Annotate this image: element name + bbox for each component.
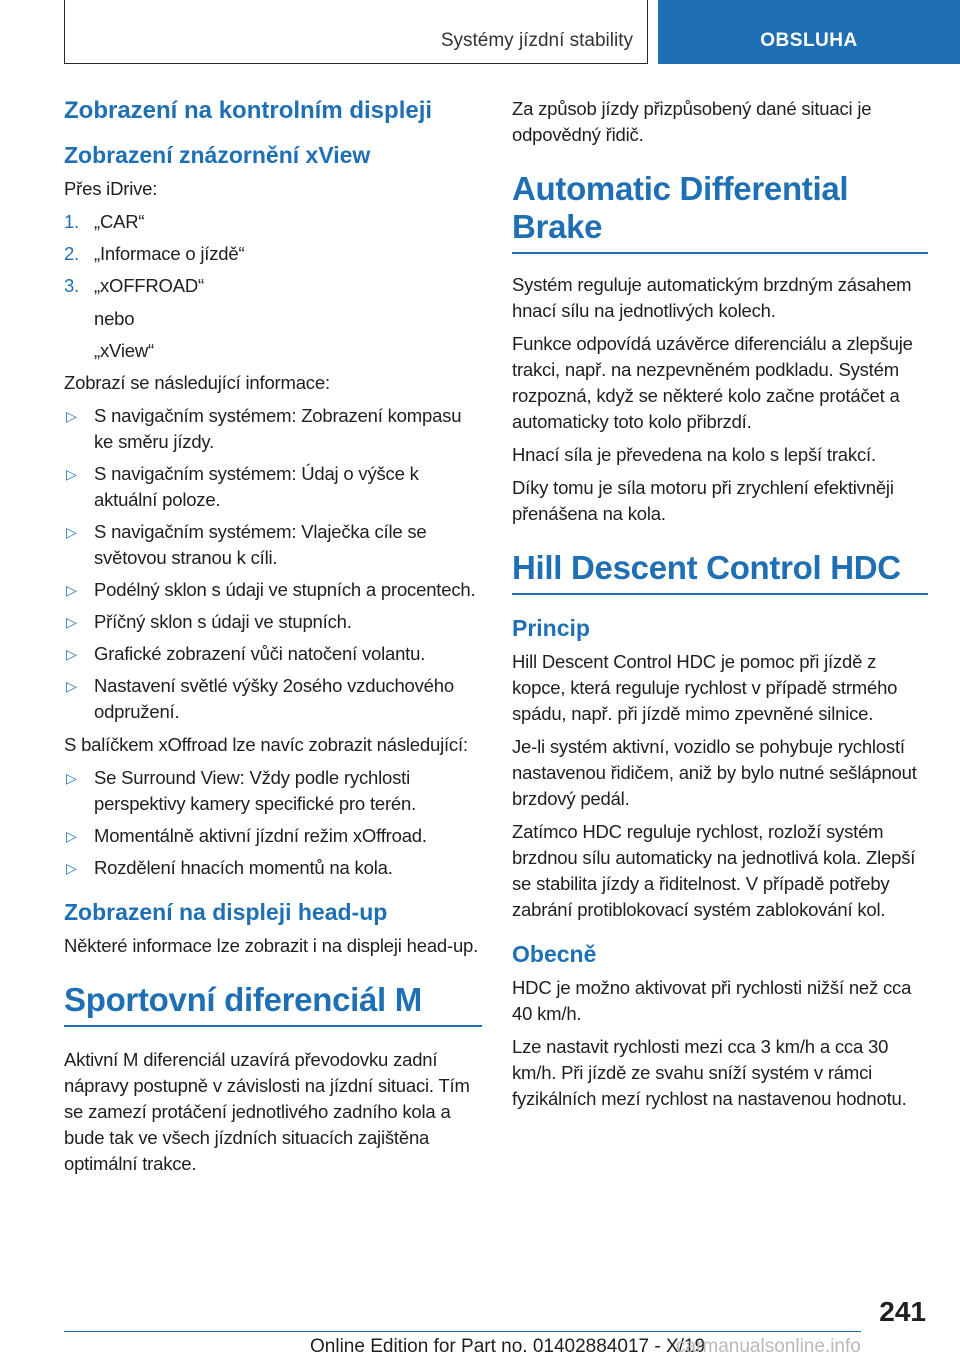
heading-hdc: Hill Descent Control HDC <box>512 549 928 595</box>
bullet-text: S navigačním systémem: Vlaječka cíle se světovou stranou k cíli. <box>94 521 427 568</box>
heading-hud: Zobrazení na displeji head-up <box>64 899 388 925</box>
paragraph: Systém reguluje automatickým brzdným zásahem hnací sílu na jednotlivých kolech. <box>512 274 912 321</box>
info-list <box>64 403 482 725</box>
paragraph: Díky tomu je síla motoru při zrychlení efektivněji přenášena na kola. <box>512 477 894 524</box>
step-text: „Informace o jízdě“ <box>94 243 245 264</box>
list-item <box>64 765 482 817</box>
heading-princip: Princip <box>512 615 590 641</box>
step-number: 2. <box>64 243 80 264</box>
list-item <box>64 855 482 881</box>
left-column <box>64 96 482 1184</box>
paragraph: Funkce odpovídá uzávěrce diferenciálu a zlepšuje trakci, např. na nezpevněném podkladu. Systém rozpozná, když se některé kolo začne protáčet a automaticky toto kolo přibrzdí. <box>512 333 913 432</box>
step-list <box>64 209 482 299</box>
paragraph: Hill Descent Control HDC je pomoc při jízdě z kopce, která reguluje rychlost v případě strmého spádu, např. při jízdě mimo zpevněné silnice. <box>512 651 898 724</box>
bullet-text: S navigačním systémem: Údaj o výšce k aktuální poloze. <box>94 463 419 510</box>
section-title: Systémy jízdní stability <box>440 30 633 51</box>
xoffroad-list <box>64 765 482 881</box>
triangle-bullet-icon: ▷ <box>66 524 77 540</box>
triangle-bullet-icon: ▷ <box>66 678 77 694</box>
edition-text: Online Edition for Part no. 01402884017 - X/19 <box>310 1336 706 1357</box>
bullet-text: Příčný sklon s údaji ve stupních. <box>94 611 352 632</box>
bullet-text: Rozdělení hnacích momentů na kola. <box>94 857 393 878</box>
bullet-text: Podélný sklon s údaji ve stupních a procentech. <box>94 579 476 600</box>
step-number: 1. <box>64 211 80 232</box>
list-item <box>64 461 482 513</box>
idrive-intro: Přes iDrive: <box>64 178 158 199</box>
or-text: nebo <box>94 308 135 329</box>
list-item <box>64 273 482 299</box>
bullet-text: S navigačním systémem: Zobrazení kompasu ke směru jízdy. <box>94 405 462 452</box>
list-item <box>64 241 482 267</box>
chapter-tab[interactable]: OBSLUHA <box>658 0 960 64</box>
triangle-bullet-icon: ▷ <box>66 828 77 844</box>
bullet-text: Grafické zobrazení vůči natočení volantu. <box>94 643 426 664</box>
footer-rule <box>64 1331 861 1332</box>
paragraph: HDC je možno aktivovat při rychlosti nižší než cca 40 km/h. <box>512 977 912 1024</box>
info-intro: Zobrazí se následující informace: <box>64 372 330 393</box>
paragraph: Zatímco HDC reguluje rychlost, rozloží systém brzdnou sílu automaticky na jednotlivá kola. Zlepší se stabilita jízdy a řiditelnost. V případě potřeby zabrání protiblokovací systém zablokování kol. <box>512 821 916 920</box>
list-item <box>64 641 482 667</box>
xview-text: „xView“ <box>94 340 154 361</box>
list-item <box>64 823 482 849</box>
list-item <box>64 209 482 235</box>
header-frame <box>64 0 648 64</box>
sport-text: Aktivní M diferenciál uzavírá převodovku zadní nápravy postupně v závislosti na jízdní situaci. Tím se zamezí protáčení jednotlivého zadního kola a bude tak ve všech jízdních situacích zajištěna optimální trakce. <box>64 1049 470 1174</box>
paragraph: Je-li systém aktivní, vozidlo se pohybuje rychlostí nastavenou řidičem, aniž by bylo nutné sešlápnout brzdový pedál. <box>512 736 917 809</box>
paragraph: Lze nastavit rychlosti mezi cca 3 km/h a cca 30 km/h. Při jízdě ze svahu sníží systém v rámci fyzikálních mezí rychlost na nastavenou hodnotu. <box>512 1036 907 1109</box>
triangle-bullet-icon: ▷ <box>66 770 77 786</box>
step-text: „CAR“ <box>94 211 145 232</box>
triangle-bullet-icon: ▷ <box>66 582 77 598</box>
heading-display: Zobrazení na kontrolním displeji <box>64 97 433 124</box>
triangle-bullet-icon: ▷ <box>66 408 77 424</box>
heading-obecne: Obecně <box>512 941 597 967</box>
continued-text: Za způsob jízdy přizpůsobený dané situaci je odpovědný řidič. <box>512 98 872 145</box>
bullet-text: Momentálně aktivní jízdní režim xOffroad. <box>94 825 427 846</box>
list-item <box>64 609 482 635</box>
triangle-bullet-icon: ▷ <box>66 614 77 630</box>
bullet-text: Se Surround View: Vždy podle rychlosti perspektivy kamery specifické pro terén. <box>94 767 417 814</box>
step-number: 3. <box>64 275 80 296</box>
hud-text: Některé informace lze zobrazit i na displeji head-up. <box>64 935 479 956</box>
triangle-bullet-icon: ▷ <box>66 860 77 876</box>
triangle-bullet-icon: ▷ <box>66 646 77 662</box>
heading-adb: Automatic Differential Brake <box>512 170 928 254</box>
right-column <box>512 96 928 1119</box>
paragraph: Hnací síla je převedena na kolo s lepší trakcí. <box>512 444 876 465</box>
list-item <box>64 519 482 571</box>
list-item <box>64 403 482 455</box>
list-item <box>64 673 482 725</box>
bullet-text: Nastavení světlé výšky 2osého vzduchového odpružení. <box>94 675 454 722</box>
heading-xview: Zobrazení znázornění xView <box>64 142 371 168</box>
triangle-bullet-icon: ▷ <box>66 466 77 482</box>
list-item <box>64 577 482 603</box>
step-text: „xOFFROAD“ <box>94 275 205 296</box>
page-number: 241 <box>879 1296 926 1327</box>
xoffroad-intro: S balíčkem xOffroad lze navíc zobrazit následující: <box>64 734 468 755</box>
watermark: carmanualsonline.info <box>676 1336 861 1357</box>
heading-sport-diff: Sportovní diferenciál M <box>64 981 482 1027</box>
